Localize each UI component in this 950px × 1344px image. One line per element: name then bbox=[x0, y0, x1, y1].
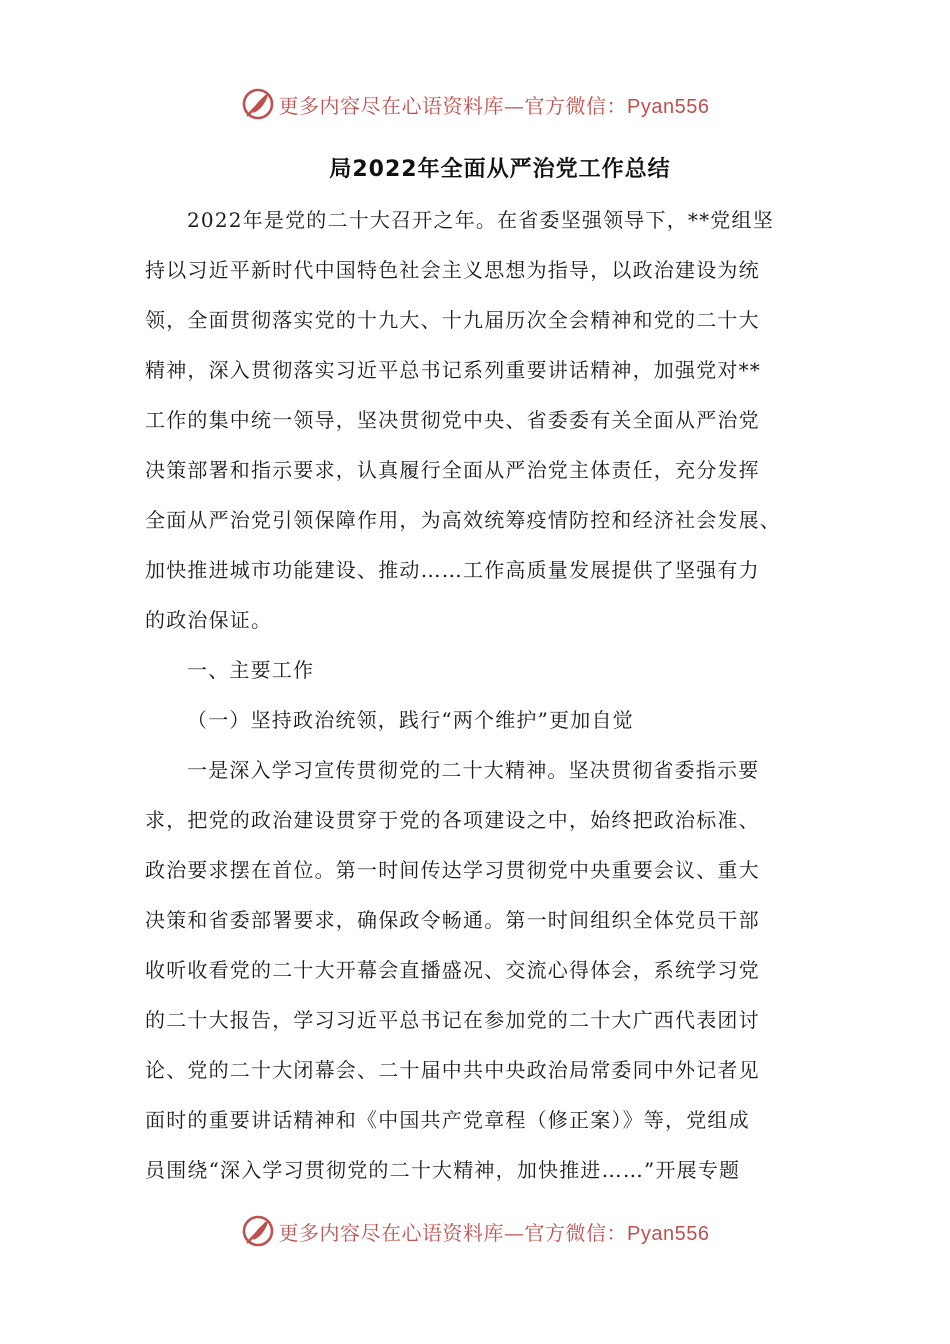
paragraph-line: 论、党的二十大闭幕会、二十届中共中央政治局常委同中外记者见 bbox=[145, 1058, 760, 1082]
document-title: 局2022年全面从严治党工作总结 bbox=[329, 157, 671, 182]
paragraph-line: 员围绕“深入学习贯彻党的二十大精神，加快推进……”开展专题 bbox=[145, 1158, 741, 1182]
banner-text: 更多内容尽在心语资料库—官方微信：Pyan556 bbox=[278, 1220, 710, 1245]
paragraph-line: 持以习近平新时代中国特色社会主义思想为指导，以政治建设为统 bbox=[145, 258, 760, 282]
paragraph-line: 精神，深入贯彻落实习近平总书记系列重要讲话精神，加强党对** bbox=[145, 358, 761, 382]
paragraph-line: 2022年是党的二十大召开之年。在省委坚强领导下，**党组坚 bbox=[187, 208, 774, 232]
paragraph-line: 加快推进城市功能建设、推动……工作高质量发展提供了坚强有力 bbox=[145, 558, 760, 582]
paragraph-line: 面时的重要讲话精神和《中国共产党章程（修正案）》等，党组成 bbox=[145, 1108, 750, 1132]
wechat-id: Pyan556 bbox=[627, 1222, 710, 1245]
quill-logo-icon bbox=[241, 1214, 275, 1248]
quill-logo-icon bbox=[241, 87, 275, 121]
paragraph-line: 一是深入学习宣传贯彻党的二十大精神。坚决贯彻省委指示要 bbox=[187, 758, 760, 782]
section-heading: 一、主要工作 bbox=[187, 658, 315, 682]
paragraph-line: 工作的集中统一领导，坚决贯彻党中央、省委委有关全面从严治党 bbox=[145, 408, 760, 432]
paragraph-line: 全面从严治党引领保障作用，为高效统筹疫情防控和经济社会发展、 bbox=[145, 508, 781, 532]
paragraph-line: 的政治保证。 bbox=[145, 608, 273, 632]
paragraph-line: 政治要求摆在首位。第一时间传达学习贯彻党中央重要会议、重大 bbox=[145, 858, 760, 882]
paragraph-line: 收听收看党的二十大开幕会直播盛况、交流心得体会，系统学习党 bbox=[145, 958, 760, 982]
header-banner bbox=[0, 84, 950, 124]
footer-banner bbox=[0, 1211, 950, 1251]
document-body bbox=[145, 195, 810, 1195]
paragraph-line: 领，全面贯彻落实党的十九大、十九届历次全会精神和党的二十大 bbox=[145, 308, 760, 332]
paragraph-line: 决策部署和指示要求，认真履行全面从严治党主体责任，充分发挥 bbox=[145, 458, 760, 482]
paragraph-line: 求，把党的政治建设贯穿于党的各项建设之中，始终把政治标准、 bbox=[145, 808, 760, 832]
paragraph-line: 决策和省委部署要求，确保政令畅通。第一时间组织全体党员干部 bbox=[145, 908, 760, 932]
wechat-id: Pyan556 bbox=[627, 95, 710, 118]
subsection-heading: （一）坚持政治统领，践行“两个维护”更加自觉 bbox=[187, 708, 634, 732]
paragraph-line: 的二十大报告，学习习近平总书记在参加党的二十大广西代表团讨 bbox=[145, 1008, 760, 1032]
banner-text: 更多内容尽在心语资料库—官方微信：Pyan556 bbox=[278, 93, 710, 118]
